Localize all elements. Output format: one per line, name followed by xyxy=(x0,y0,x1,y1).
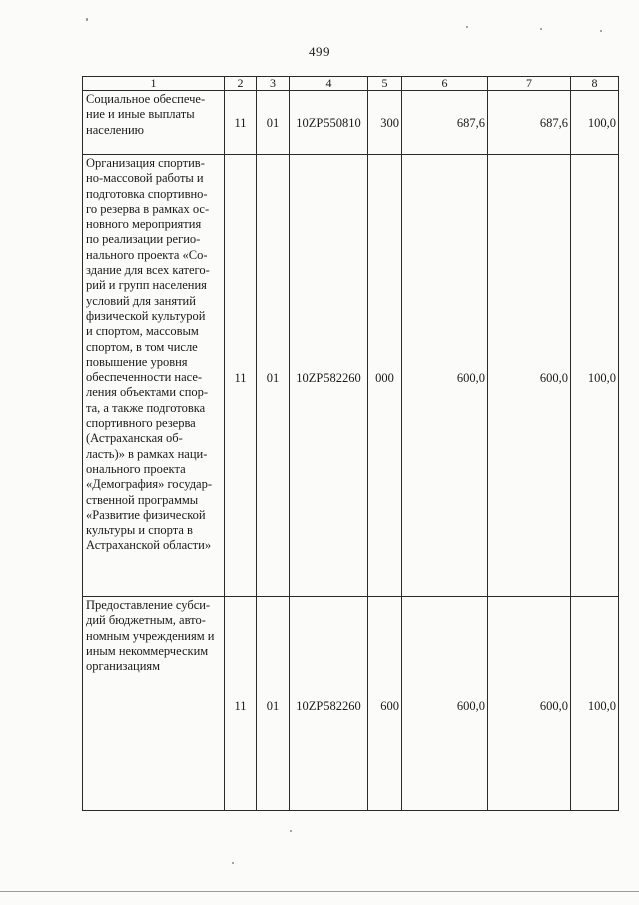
desc-line: ние и иные выплаты xyxy=(86,107,195,122)
desc-line: ственной программы xyxy=(86,492,199,507)
planned-amount: 600,0 xyxy=(456,371,485,385)
budget-table xyxy=(82,76,619,811)
subsection-code: 01 xyxy=(266,371,280,385)
desc-line: «Демография» государ- xyxy=(86,477,213,492)
expense-type-code: 300 xyxy=(380,116,399,130)
header-col-1: 1 xyxy=(83,77,225,91)
desc-line: здание для всех катего- xyxy=(86,263,210,278)
desc-line: организациям xyxy=(86,659,161,674)
desc-line: Предоставление субси- xyxy=(86,598,211,612)
desc-line: Социальное обеспече- xyxy=(86,92,206,106)
row-description xyxy=(83,91,225,155)
expense-type-code: 000 xyxy=(375,371,394,385)
desc-line: новного мероприятия xyxy=(86,217,202,232)
executed-amount: 600,0 xyxy=(539,699,568,713)
header-col-2: 2 xyxy=(225,77,257,91)
desc-line: условий для занятий xyxy=(86,293,196,308)
executed-amount-cell xyxy=(488,91,571,155)
subsection-code-cell xyxy=(257,155,290,597)
page-number: 499 xyxy=(309,44,330,59)
expense-type-cell xyxy=(368,155,402,597)
execution-percent-cell xyxy=(571,155,619,597)
executed-amount: 687,6 xyxy=(539,116,568,130)
desc-line: рий и групп населения xyxy=(86,278,207,293)
desc-line: подготовка спортивно- xyxy=(86,186,208,201)
subsection-code-cell xyxy=(257,597,290,811)
desc-line: Организация спортив- xyxy=(86,156,205,170)
desc-line: иным некоммерческим xyxy=(86,643,209,658)
scan-speck xyxy=(232,862,234,864)
desc-line: онального проекта xyxy=(86,461,186,476)
table-row xyxy=(83,91,619,155)
target-article-cell xyxy=(290,155,368,597)
desc-line: ласть)» в рамках наци- xyxy=(86,446,208,461)
desc-line: населению xyxy=(86,122,144,137)
target-article-code: 10ZP582260 xyxy=(296,699,361,713)
desc-line: Астраханской области» xyxy=(86,538,212,553)
scan-speck xyxy=(540,28,542,30)
section-code: 11 xyxy=(234,116,247,130)
desc-line: го резерва в рамках ос- xyxy=(86,201,210,216)
scan-speck xyxy=(86,18,88,21)
scan-speck xyxy=(466,26,468,28)
planned-amount: 687,6 xyxy=(456,116,485,130)
target-article-code: 10ZP582260 xyxy=(296,371,361,385)
expense-type-cell xyxy=(368,91,402,155)
row-description xyxy=(83,155,225,597)
desc-line: по реализации регио- xyxy=(86,232,201,247)
expense-type-cell xyxy=(368,597,402,811)
execution-percent: 100,0 xyxy=(587,371,616,385)
execution-percent-cell xyxy=(571,91,619,155)
desc-line: культуры и спорта в xyxy=(86,523,193,538)
desc-line: спортом, в том числе xyxy=(86,339,198,354)
header-col-5: 5 xyxy=(368,77,402,91)
header-col-8: 8 xyxy=(571,77,619,91)
executed-amount: 600,0 xyxy=(539,371,568,385)
section-code-cell xyxy=(225,91,257,155)
desc-line: физической культурой xyxy=(86,308,206,323)
subsection-code: 01 xyxy=(266,699,280,713)
section-code: 11 xyxy=(234,699,247,713)
desc-line: (Астраханская об- xyxy=(86,431,183,446)
desc-line: обеспеченности насе- xyxy=(86,370,203,385)
target-article-code: 10ZP550810 xyxy=(296,116,361,130)
desc-line: номным учреждениям и xyxy=(86,628,215,643)
planned-amount-cell xyxy=(402,155,488,597)
target-article-cell xyxy=(290,91,368,155)
scan-speck xyxy=(600,30,602,32)
desc-line: «Развитие физической xyxy=(86,507,206,522)
desc-line: дий бюджетным, авто- xyxy=(86,613,206,628)
header-col-4: 4 xyxy=(290,77,368,91)
executed-amount-cell xyxy=(488,155,571,597)
execution-percent: 100,0 xyxy=(587,116,616,130)
table-row xyxy=(83,155,619,597)
execution-percent-cell xyxy=(571,597,619,811)
desc-line: нального проекта «Со- xyxy=(86,247,208,262)
planned-amount: 600,0 xyxy=(456,699,485,713)
scan-speck xyxy=(290,830,292,832)
section-code-cell xyxy=(225,597,257,811)
table-header-row xyxy=(83,77,619,91)
table-row xyxy=(83,597,619,811)
section-code: 11 xyxy=(234,371,247,385)
desc-line: и спортом, массовым xyxy=(86,324,199,339)
scan-edge-line xyxy=(0,891,639,892)
planned-amount-cell xyxy=(402,597,488,811)
desc-line: но-массовой работы и xyxy=(86,171,204,186)
executed-amount-cell xyxy=(488,597,571,811)
planned-amount-cell xyxy=(402,91,488,155)
header-col-6: 6 xyxy=(402,77,488,91)
header-col-7: 7 xyxy=(488,77,571,91)
header-col-3: 3 xyxy=(257,77,290,91)
desc-line: ления объектами спор- xyxy=(86,385,209,400)
subsection-code-cell xyxy=(257,91,290,155)
expense-type-code: 600 xyxy=(380,699,399,713)
desc-line: спортивного резерва xyxy=(86,416,196,431)
desc-line: повышение уровня xyxy=(86,354,188,369)
subsection-code: 01 xyxy=(266,116,280,130)
section-code-cell xyxy=(225,155,257,597)
desc-line: та, а также подготовка xyxy=(86,400,206,415)
row-description xyxy=(83,597,225,811)
target-article-cell xyxy=(290,597,368,811)
execution-percent: 100,0 xyxy=(587,699,616,713)
